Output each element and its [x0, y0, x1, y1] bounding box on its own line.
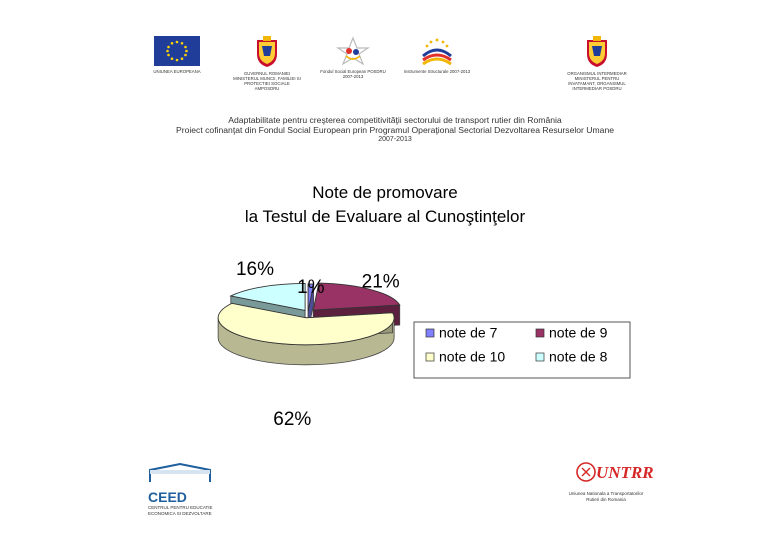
project-years-line: 2007-2013: [378, 136, 412, 143]
slide-title-line-1: Note de promovare: [312, 183, 458, 202]
romania-government-logo: [232, 36, 302, 91]
ceed-logo: [148, 462, 228, 516]
structural-instruments-caption: Instrumente Structurale 2007-2013: [403, 69, 471, 74]
fse-logo: [318, 36, 388, 79]
chart-legend: [414, 322, 630, 378]
data-label-note-de-10: 62%: [273, 408, 312, 430]
legend-label-note-de-10: note de 10: [439, 348, 506, 365]
project-funding-line: Proiect cofinanţat din Fondul Social European prin Programul Operaţional Sectorial Dezvoltarea Resurselor Umane: [175, 125, 615, 135]
structural-instruments-icon: [417, 36, 457, 66]
untrr-caption: Uniunea Nationala a Transportatorilor Rutieri din Romania: [568, 491, 644, 502]
project-title-line: Adaptabilitate pentru creşterea competitivităţii sectorului de transport rutier din România: [228, 115, 562, 125]
legend-label-note-de-7: note de 7: [439, 324, 498, 341]
eu-flag-icon: [154, 36, 200, 66]
ceed-caption: CENTRUL PENTRU EDUCATIE ECONOMICA SI DEZVOLTARE: [148, 505, 213, 516]
pie-chart: [190, 259, 640, 430]
data-label-note-de-7: 1%: [297, 277, 325, 298]
coat-of-arms-icon: [254, 36, 280, 68]
legend-swatch-note-de-7: [426, 329, 434, 337]
untrr-logo: [566, 458, 654, 502]
eu-flag-logo: [142, 36, 212, 74]
ceed-wordmark: CEED: [148, 489, 187, 505]
legend-label-note-de-9: note de 9: [549, 324, 608, 341]
ceed-arch-icon: [148, 462, 212, 484]
fse-caption: Fondul Social European POSDRU 2007-2013: [320, 69, 386, 79]
intermediate-body-logo: [562, 36, 632, 91]
slide-title-line-2: la Testul de Evaluare al Cunoştinţelor: [244, 207, 526, 226]
untrr-emblem-icon: [574, 458, 654, 486]
romania-government-caption: GUVERNUL ROMANIEI MINISTERUL MUNCII, FAMILIEI SI PROTECTIEI SOCIALE AMPOSDRU: [233, 71, 301, 91]
legend-swatch-note-de-9: [536, 329, 544, 337]
legend-label-note-de-8: note de 8: [549, 348, 608, 365]
fse-star-icon: [333, 36, 373, 66]
legend-swatch-note-de-8: [536, 353, 544, 361]
legend-swatch-note-de-10: [426, 353, 434, 361]
partner-logo-strip: [150, 36, 640, 94]
untrr-wordmark: UNTRR: [596, 463, 654, 482]
coat-of-arms-icon: [584, 36, 610, 68]
intermediate-body-caption: ORGANISMUL INTERMEDIAR MINISTERUL PENTRU INVATAMANT, ORGANISMUL INTERMEDIAR POSDRU: [567, 71, 627, 91]
eu-flag-caption: UNIUNEA EUROPEANA: [153, 69, 201, 74]
data-label-note-de-9: 21%: [361, 271, 400, 293]
structural-instruments-logo: [402, 36, 472, 74]
data-label-note-de-8: 16%: [235, 259, 275, 280]
